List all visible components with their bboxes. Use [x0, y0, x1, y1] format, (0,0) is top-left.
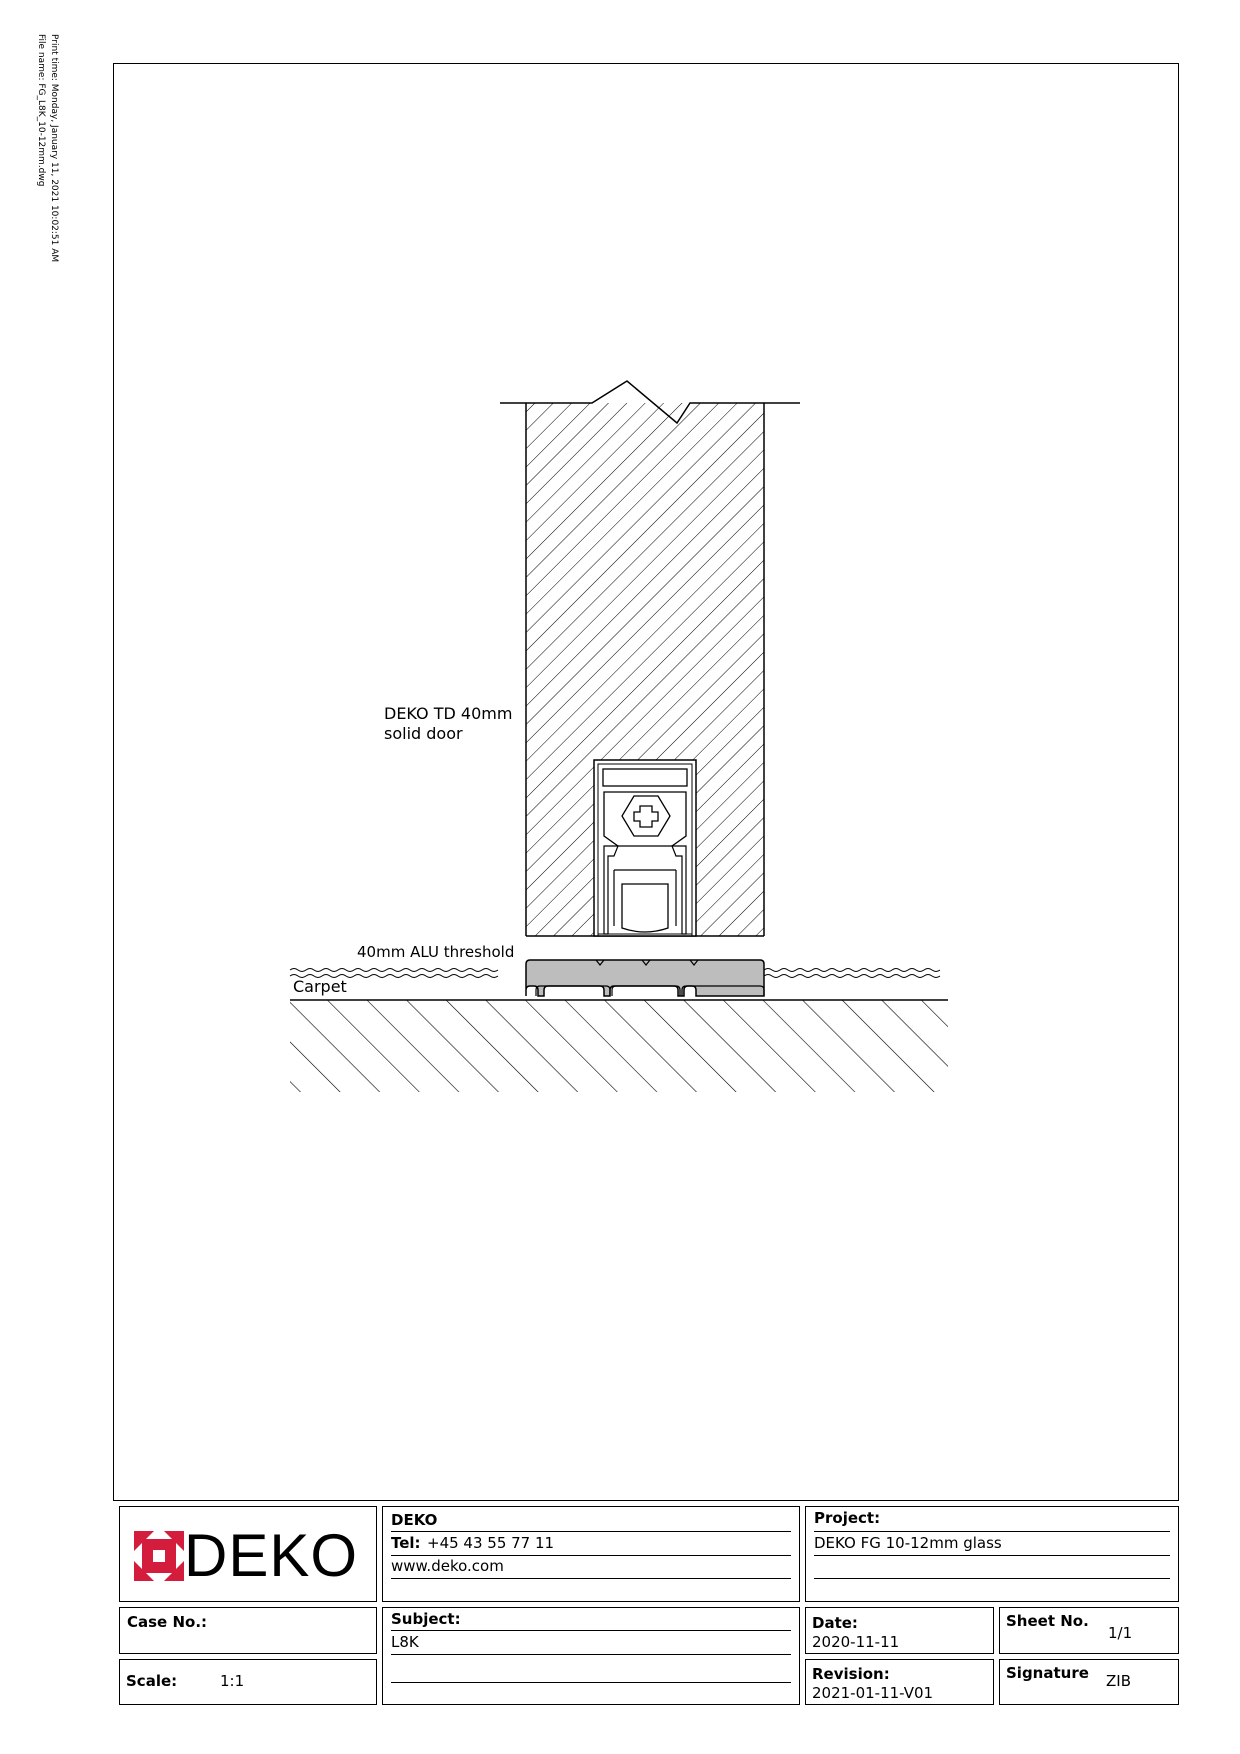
door-label-line2: solid door: [384, 724, 463, 743]
company-box: [382, 1506, 800, 1602]
website-link[interactable]: www.deko.com: [391, 1557, 504, 1575]
scale-label: Scale:: [126, 1672, 178, 1690]
door-label-line1: DEKO TD 40mm: [384, 704, 513, 723]
carpet-label: Carpet: [293, 977, 347, 996]
deko-logo: [134, 1521, 358, 1590]
case-box: [119, 1607, 377, 1654]
drop-seal: [594, 760, 696, 936]
date-value: 2020-11-11: [812, 1633, 900, 1651]
logo-box: [119, 1506, 377, 1602]
revision-value: 2021-01-11-V01: [812, 1684, 934, 1702]
company-name: DEKO: [391, 1511, 438, 1529]
threshold: [526, 960, 764, 996]
tel-label: Tel:: [391, 1534, 421, 1552]
file-name: File name: FG_L8K_10-12mm.dwg: [36, 34, 46, 187]
subject-value: L8K: [391, 1633, 419, 1651]
threshold-label: 40mm ALU threshold: [357, 943, 515, 961]
tel-value: +45 43 55 77 11: [427, 1534, 555, 1552]
date-box: [805, 1607, 994, 1654]
revision-label: Revision:: [812, 1665, 890, 1683]
date-label: Date:: [812, 1614, 858, 1632]
revision-box: [805, 1659, 994, 1705]
project-value: DEKO FG 10-12mm glass: [814, 1534, 1002, 1552]
deko-logo-mark: [134, 1531, 184, 1581]
sheet-box: [999, 1607, 1179, 1654]
print-time: Print time: Monday, January 11, 2021 10:02:51 AM: [49, 34, 59, 263]
sheet-label: Sheet No.: [1006, 1612, 1089, 1630]
case-label: Case No.:: [127, 1613, 208, 1631]
scale-value: 1:1: [220, 1672, 245, 1690]
floor-section: [290, 1000, 948, 1092]
logo-text: DEKO: [184, 1522, 359, 1589]
subject-box: [382, 1607, 800, 1705]
subject-label: Subject:: [391, 1610, 461, 1628]
scale-box: [119, 1659, 377, 1705]
signature-box: [999, 1659, 1179, 1705]
project-box: [805, 1506, 1179, 1602]
signature-label: Signature: [1006, 1664, 1089, 1682]
signature-value: ZIB: [1106, 1672, 1131, 1690]
sheet-value: 1/1: [1108, 1624, 1133, 1642]
project-label: Project:: [814, 1509, 881, 1527]
